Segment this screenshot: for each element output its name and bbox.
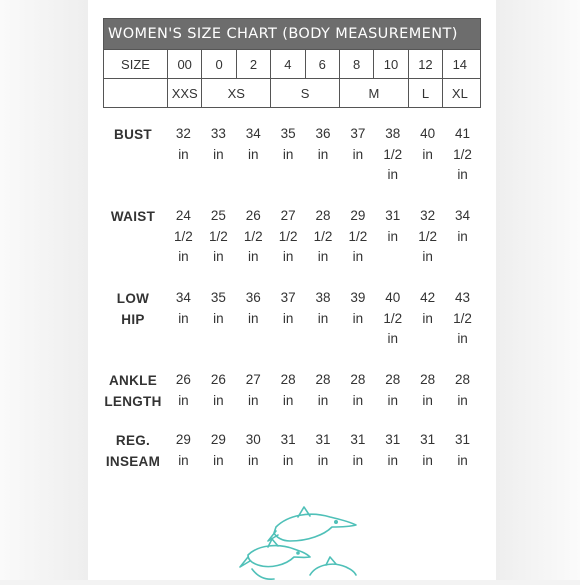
- value-cell: 27 1/2 in: [278, 208, 298, 264]
- value-cell: 31 in: [455, 432, 471, 468]
- measurement-row-ankle-length: [100, 370, 480, 430]
- measurement-table: [100, 124, 480, 490]
- value-cell: 24 1/2 in: [174, 208, 193, 264]
- value-cell: 41 1/2 in: [453, 126, 472, 182]
- letter-size-xl: XL: [442, 79, 476, 107]
- letter-size-l: L: [408, 79, 442, 107]
- row-label: REG. INSEAM: [105, 433, 161, 469]
- measurement-row-low-hip: [100, 288, 480, 370]
- value-cell: 31 in: [385, 208, 401, 244]
- row-label: WAIST: [110, 209, 156, 224]
- value-cell: 34 in: [175, 290, 191, 326]
- size-header-table: [103, 18, 481, 108]
- chart-title: WOMEN'S SIZE CHART (BODY MEASUREMENT): [104, 19, 480, 49]
- measurement-row-waist: [100, 206, 480, 288]
- value-cell: 27 in: [245, 372, 261, 408]
- value-cell: 43 1/2 in: [453, 290, 472, 346]
- row-label: BUST: [114, 127, 152, 142]
- value-cell: 36 in: [315, 126, 331, 162]
- value-cell: 37 in: [280, 290, 296, 326]
- value-cell: 30 in: [245, 432, 261, 468]
- value-cell: 28 in: [350, 372, 366, 408]
- value-cell: 34 in: [455, 208, 471, 244]
- letter-size-s: S: [270, 79, 339, 107]
- value-cell: 29 in: [175, 432, 191, 468]
- value-cell: 28 1/2 in: [313, 208, 333, 264]
- value-cell: 35 in: [210, 290, 226, 326]
- size-10: 10: [373, 50, 407, 78]
- letter-row-blank: [104, 79, 167, 107]
- value-cell: 25 1/2 in: [208, 208, 228, 264]
- size-2: 2: [236, 50, 270, 78]
- size-00: 00: [167, 50, 201, 78]
- value-cell: 42 in: [420, 290, 436, 326]
- letter-size-xxs: XXS: [167, 79, 201, 107]
- value-cell: 28 in: [385, 372, 401, 408]
- background-right: [496, 0, 580, 580]
- letter-size-xs: XS: [201, 79, 270, 107]
- value-cell: 31 in: [280, 432, 296, 468]
- letter-size-row: [104, 78, 480, 107]
- value-cell: 26 in: [210, 372, 226, 408]
- value-cell: 36 in: [245, 290, 261, 326]
- size-4: 4: [270, 50, 304, 78]
- size-6: 6: [305, 50, 339, 78]
- value-cell: 39 in: [350, 290, 366, 326]
- value-cell: 38 in: [315, 290, 331, 326]
- value-cell: 35 in: [280, 126, 296, 162]
- size-0: 0: [201, 50, 235, 78]
- value-cell: 37 in: [350, 126, 366, 162]
- size-14: 14: [442, 50, 476, 78]
- letter-size-m: M: [339, 79, 408, 107]
- value-cell: 31 in: [385, 432, 401, 468]
- value-cell: 32 1/2 in: [418, 208, 438, 264]
- value-cell: 26 in: [175, 372, 191, 408]
- value-cell: 32 in: [175, 126, 191, 162]
- row-label: ANKLE LENGTH: [104, 373, 162, 409]
- size-number-row: [104, 49, 480, 78]
- value-cell: 34 in: [245, 126, 261, 162]
- value-cell: 38 1/2 in: [383, 126, 403, 182]
- value-cell: 33 in: [210, 126, 226, 162]
- dolphins-logo-icon: [238, 505, 368, 585]
- value-cell: 31 in: [350, 432, 366, 468]
- value-cell: 31 in: [420, 432, 436, 468]
- value-cell: 29 1/2 in: [348, 208, 368, 264]
- size-8: 8: [339, 50, 373, 78]
- measurement-row-reg-inseam: [100, 430, 480, 490]
- value-cell: 31 in: [315, 432, 331, 468]
- size-12: 12: [408, 50, 442, 78]
- value-cell: 40 in: [420, 126, 436, 162]
- value-cell: 28 in: [420, 372, 436, 408]
- value-cell: 40 1/2 in: [383, 290, 403, 346]
- value-cell: 28 in: [455, 372, 471, 408]
- value-cell: 29 in: [210, 432, 226, 468]
- row-label: LOW HIP: [116, 291, 150, 327]
- measurement-row-bust: [100, 124, 480, 206]
- background-left: [0, 0, 88, 580]
- value-cell: 28 in: [315, 372, 331, 408]
- size-label: SIZE: [121, 56, 150, 72]
- value-cell: 26 1/2 in: [243, 208, 263, 264]
- value-cell: 28 in: [280, 372, 296, 408]
